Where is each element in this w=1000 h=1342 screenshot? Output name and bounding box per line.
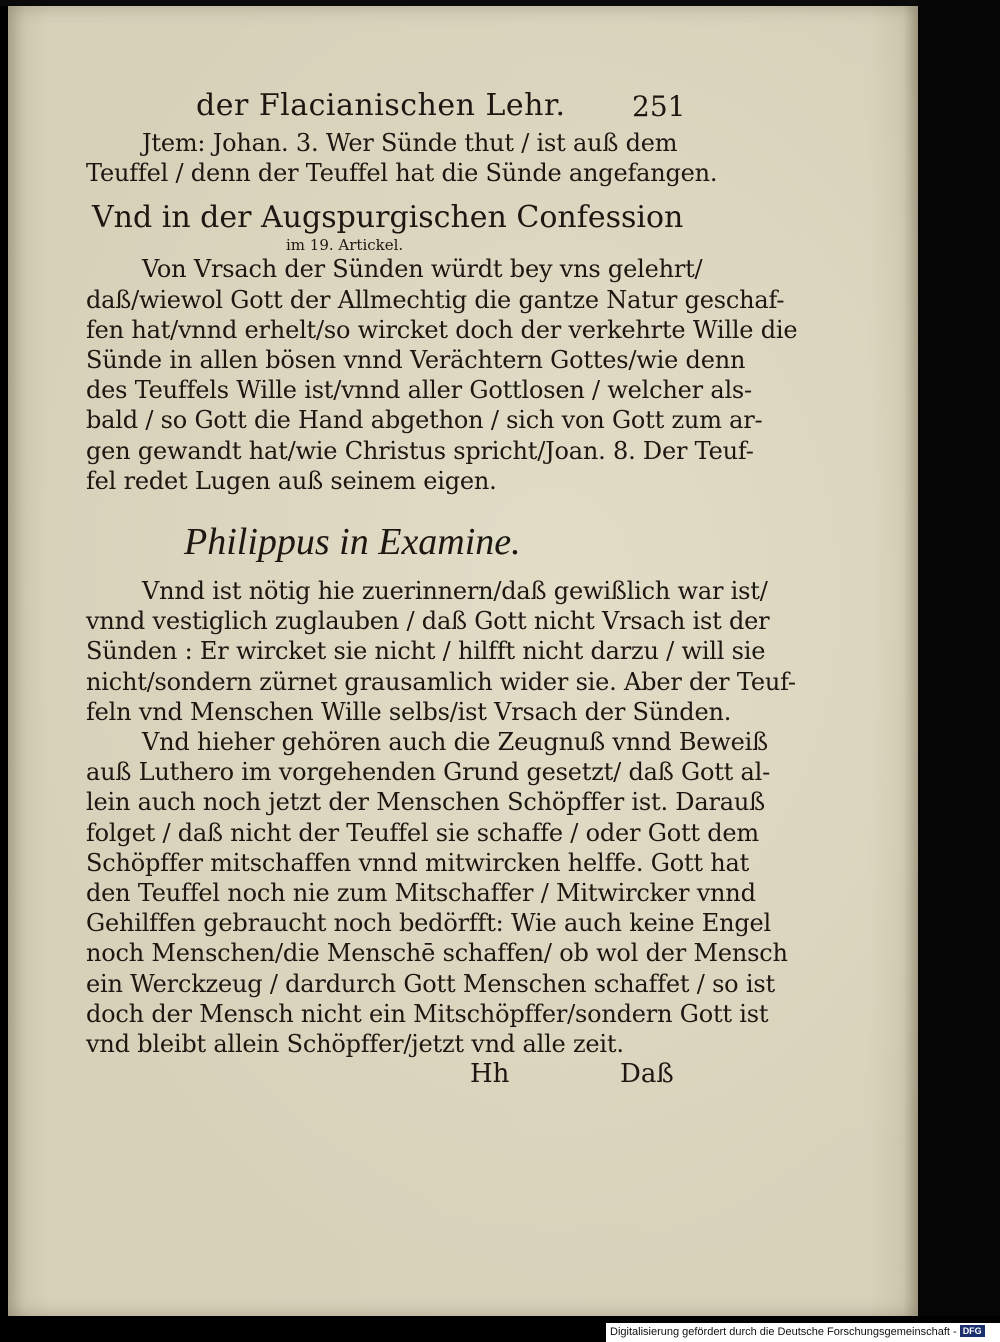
text-line: fel redet Lugen auß seinem eigen.: [86, 466, 497, 495]
signature-mark: Hh: [470, 1059, 510, 1090]
text-line: Gehilffen gebraucht noch bedörfft: Wie auch keine Engel: [86, 909, 771, 938]
section-subheading: im 19. Artickel.: [286, 236, 404, 255]
page-number: 251: [632, 90, 686, 123]
text-line: vnd bleibt allein Schöpffer/jetzt vnd alle zeit.: [86, 1030, 624, 1059]
text-line: feln vnd Menschen Wille selbs/ist Vrsach der Sünden.: [86, 697, 732, 726]
paragraph-4: [86, 727, 788, 1059]
text-line: Sünden : Er wircket sie nicht / hilfft nicht darzu / will sie: [86, 637, 766, 666]
text-line: den Teuffel noch nie zum Mitschaffer / Mitwircker vnnd: [86, 879, 756, 908]
text-line: bald / so Gott die Hand abgethon / sich von Gott zum ar-: [86, 406, 763, 435]
paragraph-1: [86, 128, 718, 188]
text-line: folget / daß nicht der Teuffel sie schaffe / oder Gott dem: [86, 818, 759, 847]
text-line: noch Menschen/die Menschē schaffen/ ob wol der Mensch: [86, 939, 788, 968]
scan-background-strip: [918, 0, 1000, 1316]
page-header: [86, 88, 686, 128]
text-line: gen gewandt hat/wie Christus spricht/Joan. 8. Der Teuf-: [86, 436, 754, 465]
text-line: fen hat/vnnd erhelt/so wircket doch der verkehrte Wille die: [86, 315, 798, 344]
page-text: [86, 88, 798, 1093]
text-line: des Teuffels Wille ist/vnnd aller Gottlosen / welcher als-: [86, 376, 752, 405]
text-line: Von Vrsach der Sünden würdt bey vns gelehrt/: [142, 255, 703, 284]
text-line: Schöpffer mitschaffen vnnd mitwircken helffe. Gott hat: [86, 848, 750, 877]
text-line: Vnnd ist nötig hie zuerinnern/daß gewißlich war ist/: [142, 577, 768, 606]
text-line: doch der Mensch nicht ein Mitschöpffer/sondern Gott ist: [86, 999, 769, 1028]
text-line: vnnd vestiglich zuglauben / daß Gott nicht Vrsach ist der: [86, 607, 770, 636]
page-foot-marks: [86, 1059, 686, 1093]
text-line: Vnd hieher gehören auch die Zeugnuß vnnd Beweiß: [142, 728, 768, 757]
running-title: der Flacianischen Lehr.: [196, 88, 566, 123]
paragraph-3: [86, 576, 796, 727]
text-line: daß/wiewol Gott der Allmechtig die gantze Natur geschaf-: [86, 285, 785, 314]
paragraph-2: [86, 254, 798, 496]
text-line: auß Luthero im vorgehenden Grund gesetzt/ daß Gott al-: [86, 758, 771, 787]
text-line: Jtem: Johan. 3. Wer Sünde thut / ist auß dem: [142, 129, 678, 157]
text-line: Sünde in allen bösen vnnd Verächtern Gottes/wie denn: [86, 346, 746, 375]
text-line: nicht/sondern zürnet grausamlich wider sie. Aber der Teuf-: [86, 667, 796, 696]
dfg-logo: DFG: [960, 1325, 985, 1337]
text-line: lein auch noch jetzt der Menschen Schöpffer ist. Darauß: [86, 788, 765, 817]
digitization-credit: [606, 1323, 1000, 1342]
digitization-note: Digitalisierung gefördert durch die Deutsche Forschungsgemeinschaft -: [610, 1326, 957, 1338]
catchword: Daß: [620, 1059, 674, 1090]
text-line: ein Werckzeug / dardurch Gott Menschen schaffet / so ist: [86, 969, 775, 998]
section-heading-confession: Vnd in der Augspurgischen Confession: [92, 200, 684, 236]
text-line: Teuffel / denn der Teuffel hat die Sünde angefangen.: [86, 159, 718, 188]
section-heading-examine: Philippus in Examine.: [184, 521, 521, 564]
